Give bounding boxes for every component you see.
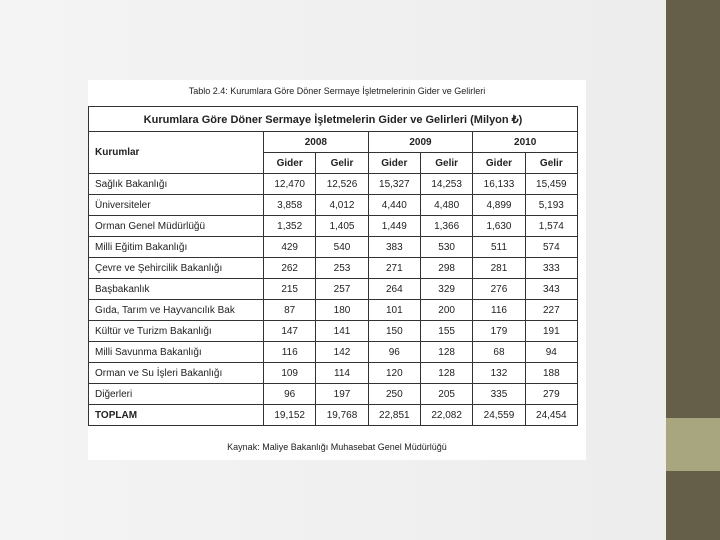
sub-header: Gider: [368, 153, 420, 174]
data-table: [88, 106, 578, 426]
sidebar-accent-band: [666, 418, 720, 471]
cell-value: 120: [368, 363, 420, 384]
table-row: [89, 300, 578, 321]
sub-header: Gider: [473, 153, 525, 174]
cell-value: 19,152: [264, 405, 316, 426]
row-name: Orman Genel Müdürlüğü: [89, 216, 264, 237]
cell-value: 87: [264, 300, 316, 321]
cell-value: 147: [264, 321, 316, 342]
cell-value: 22,851: [368, 405, 420, 426]
cell-value: 298: [420, 258, 472, 279]
cell-value: 128: [420, 342, 472, 363]
sub-header: Gelir: [316, 153, 368, 174]
row-name: Diğerleri: [89, 384, 264, 405]
cell-value: 205: [420, 384, 472, 405]
cell-value: 335: [473, 384, 525, 405]
year-header: 2008: [264, 132, 369, 153]
row-name: Gıda, Tarım ve Hayvancılık Bak: [89, 300, 264, 321]
table-image: [88, 80, 586, 460]
cell-value: 155: [420, 321, 472, 342]
cell-value: 1,574: [525, 216, 577, 237]
row-name: Başbakanlık: [89, 279, 264, 300]
cell-value: 250: [368, 384, 420, 405]
cell-value: 142: [316, 342, 368, 363]
cell-value: 329: [420, 279, 472, 300]
row-name: Milli Eğitim Bakanlığı: [89, 237, 264, 258]
cell-value: 12,526: [316, 174, 368, 195]
table-row: [89, 195, 578, 216]
row-name: Çevre ve Şehircilik Bakanlığı: [89, 258, 264, 279]
cell-value: 197: [316, 384, 368, 405]
table-row: [89, 279, 578, 300]
cell-value: 16,133: [473, 174, 525, 195]
cell-value: 253: [316, 258, 368, 279]
table-row: [89, 342, 578, 363]
row-name: TOPLAM: [89, 405, 264, 426]
cell-value: 262: [264, 258, 316, 279]
cell-value: 96: [368, 342, 420, 363]
cell-value: 96: [264, 384, 316, 405]
year-header: 2009: [368, 132, 473, 153]
table-caption: Tablo 2.4: Kurumlara Göre Döner Sermaye İşletmelerinin Gider ve Gelirleri: [188, 86, 486, 96]
cell-value: 191: [525, 321, 577, 342]
table-row: [89, 216, 578, 237]
cell-value: 101: [368, 300, 420, 321]
cell-value: 150: [368, 321, 420, 342]
cell-value: 116: [264, 342, 316, 363]
cell-value: 188: [525, 363, 577, 384]
table-row: [89, 384, 578, 405]
table-row: [89, 174, 578, 195]
cell-value: 279: [525, 384, 577, 405]
cell-value: 1,366: [420, 216, 472, 237]
row-header: Kurumlar: [89, 132, 264, 174]
cell-value: 511: [473, 237, 525, 258]
cell-value: 264: [368, 279, 420, 300]
cell-value: 179: [473, 321, 525, 342]
cell-value: 114: [316, 363, 368, 384]
cell-value: 68: [473, 342, 525, 363]
cell-value: 128: [420, 363, 472, 384]
cell-value: 109: [264, 363, 316, 384]
cell-value: 3,858: [264, 195, 316, 216]
row-name: Kültür ve Turizm Bakanlığı: [89, 321, 264, 342]
cell-value: 530: [420, 237, 472, 258]
cell-value: 574: [525, 237, 577, 258]
cell-value: 22,082: [420, 405, 472, 426]
table-row: [89, 363, 578, 384]
cell-value: 429: [264, 237, 316, 258]
table-row: [89, 321, 578, 342]
cell-value: 19,768: [316, 405, 368, 426]
cell-value: 1,630: [473, 216, 525, 237]
cell-value: 383: [368, 237, 420, 258]
sub-header: Gider: [264, 153, 316, 174]
cell-value: 200: [420, 300, 472, 321]
cell-value: 1,352: [264, 216, 316, 237]
sub-header: Gelir: [420, 153, 472, 174]
cell-value: 276: [473, 279, 525, 300]
cell-value: 141: [316, 321, 368, 342]
cell-value: 271: [368, 258, 420, 279]
table-title: Kurumlara Göre Döner Sermaye İşletmelerin Gider ve Gelirleri (Milyon ₺): [89, 107, 578, 132]
cell-value: 180: [316, 300, 368, 321]
row-name: Sağlık Bakanlığı: [89, 174, 264, 195]
cell-value: 15,459: [525, 174, 577, 195]
row-name: Milli Savunma Bakanlığı: [89, 342, 264, 363]
cell-value: 281: [473, 258, 525, 279]
cell-value: 5,193: [525, 195, 577, 216]
cell-value: 4,480: [420, 195, 472, 216]
cell-value: 4,440: [368, 195, 420, 216]
table-row: [89, 237, 578, 258]
cell-value: 24,559: [473, 405, 525, 426]
cell-value: 257: [316, 279, 368, 300]
sub-header: Gelir: [525, 153, 577, 174]
cell-value: 24,454: [525, 405, 577, 426]
cell-value: 4,012: [316, 195, 368, 216]
cell-value: 1,449: [368, 216, 420, 237]
cell-value: 132: [473, 363, 525, 384]
cell-value: 12,470: [264, 174, 316, 195]
cell-value: 333: [525, 258, 577, 279]
table-row: [89, 405, 578, 426]
cell-value: 540: [316, 237, 368, 258]
cell-value: 215: [264, 279, 316, 300]
cell-value: 1,405: [316, 216, 368, 237]
row-name: Orman ve Su İşleri Bakanlığı: [89, 363, 264, 384]
cell-value: 15,327: [368, 174, 420, 195]
cell-value: 14,253: [420, 174, 472, 195]
cell-value: 343: [525, 279, 577, 300]
table-source: Kaynak: Maliye Bakanlığı Muhasebat Genel Müdürlüğü: [227, 442, 447, 452]
row-name: Üniversiteler: [89, 195, 264, 216]
cell-value: 227: [525, 300, 577, 321]
year-header: 2010: [473, 132, 578, 153]
table-row: [89, 258, 578, 279]
cell-value: 4,899: [473, 195, 525, 216]
cell-value: 116: [473, 300, 525, 321]
cell-value: 94: [525, 342, 577, 363]
